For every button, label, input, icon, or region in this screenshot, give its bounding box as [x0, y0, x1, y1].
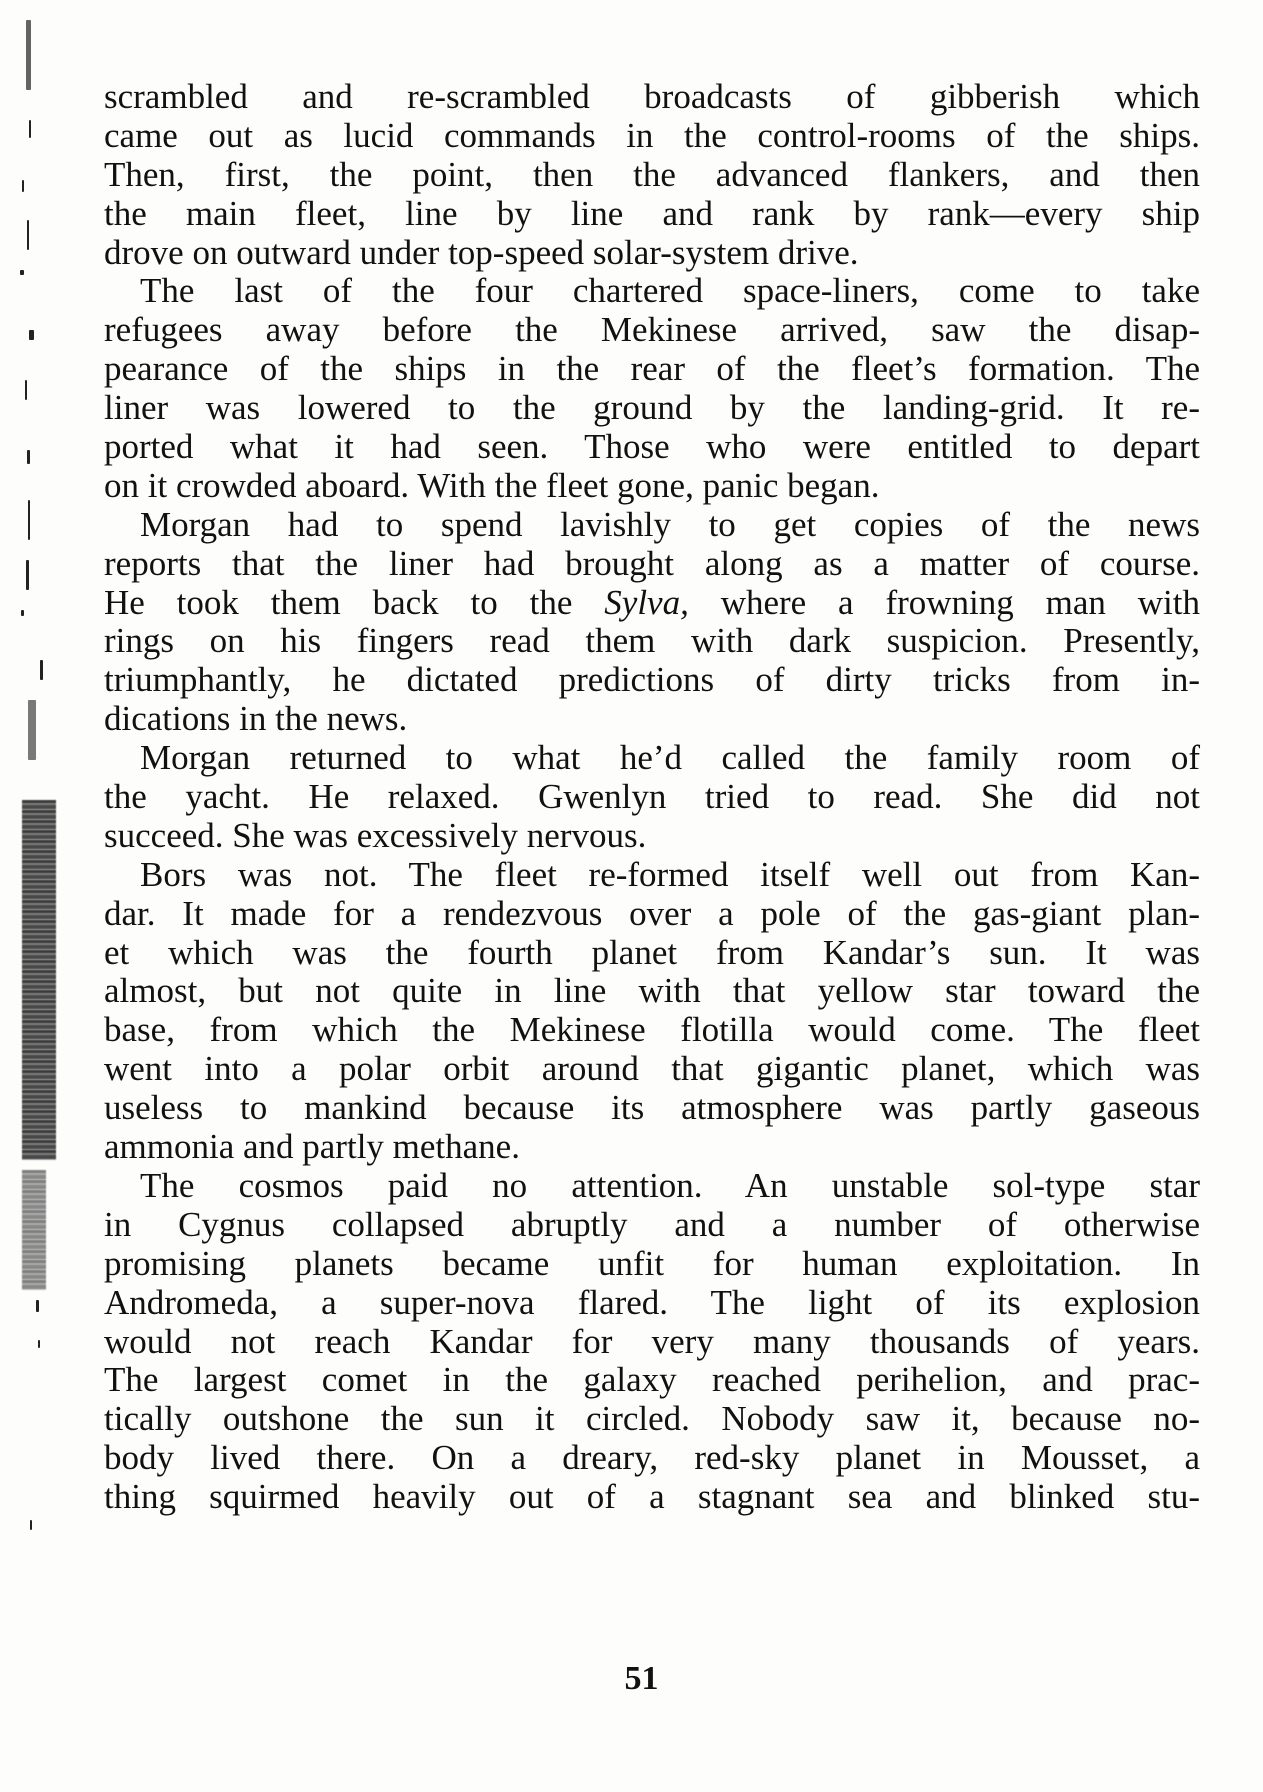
text-line: body lived there. On a dreary, red-sky planet in Mousset, a [104, 1438, 1200, 1478]
text-line: Morgan returned to what he’d called the family room of [140, 738, 1200, 778]
text-line: scrambled and re-scrambled broadcasts of gibberish which [104, 77, 1200, 116]
text-line: ported what it had seen. Those who were entitled to depart [104, 427, 1200, 467]
text-line: came out as lucid commands in the control-rooms of the ships. [104, 115, 1200, 155]
text-line: almost, but not quite in line with that yellow star toward the [104, 971, 1200, 1011]
text-line: Then, first, the point, then the advanced flankers, and then [104, 154, 1200, 194]
text-line: refugees away before the Mekinese arrived, saw the disap- [104, 310, 1200, 350]
text-line: the main fleet, line by line and rank by rank—every ship [104, 193, 1200, 233]
text-line: liner was lowered to the ground by the landing-grid. It re- [104, 388, 1200, 428]
text-line: The cosmos paid no attention. An unstable sol-type star [140, 1165, 1200, 1205]
text-line: useless to mankind because its atmosphere was partly gaseous [104, 1088, 1200, 1128]
text-line: in Cygnus collapsed abruptly and a number of otherwise [104, 1204, 1200, 1244]
text-line: went into a polar orbit around that gigantic planet, which was [104, 1049, 1200, 1089]
text-line: base, from which the Mekinese flotilla would come. The fleet [104, 1010, 1200, 1050]
text-line: Morgan had to spend lavishly to get copies of the news [140, 504, 1200, 544]
text-line: thing squirmed heavily out of a stagnant sea and blinked stu- [104, 1477, 1200, 1517]
text-line: reports that the liner had brought along as a matter of course. [104, 543, 1200, 583]
text-line: tically outshone the sun it circled. Nobody saw it, because no- [104, 1399, 1200, 1439]
text-line: dar. It made for a rendezvous over a pole of the gas-giant plan- [104, 893, 1200, 933]
text-line: triumphantly, he dictated predictions of dirty tricks from in- [104, 660, 1200, 700]
body-text [104, 78, 1200, 1517]
text-line: He took them back to the Sylva, where a frowning man with [104, 582, 1200, 622]
text-line: Andromeda, a super-nova flared. The light of its explosion [104, 1282, 1200, 1322]
text-line: The largest comet in the galaxy reached perihelion, and prac- [104, 1360, 1200, 1400]
text-line: The last of the four chartered space-liners, come to take [140, 271, 1200, 311]
text-line: drove on outward under top-speed solar-system drive. [104, 232, 859, 272]
text-line: ammonia and partly methane. [104, 1127, 520, 1167]
text-line: succeed. She was excessively nervous. [104, 815, 647, 855]
text-line: promising planets became unfit for human exploitation. In [104, 1243, 1200, 1283]
text-line: on it crowded aboard. With the fleet gone, panic began. [104, 465, 880, 505]
text-line: the yacht. He relaxed. Gwenlyn tried to read. She did not [104, 777, 1200, 817]
text-line: Bors was not. The fleet re-formed itself well out from Kan- [140, 854, 1200, 894]
text-line: would not reach Kandar for very many thousands of years. [104, 1321, 1200, 1361]
text-line: pearance of the ships in the rear of the fleet’s formation. The [104, 349, 1200, 389]
text-line: dications in the news. [104, 699, 408, 739]
text-line: et which was the fourth planet from Kandar’s sun. It was [104, 932, 1200, 972]
page-number: 51 [624, 1660, 659, 1697]
binding-shadow [0, 0, 90, 1792]
text-line: rings on his fingers read them with dark suspicion. Presently, [104, 621, 1200, 661]
